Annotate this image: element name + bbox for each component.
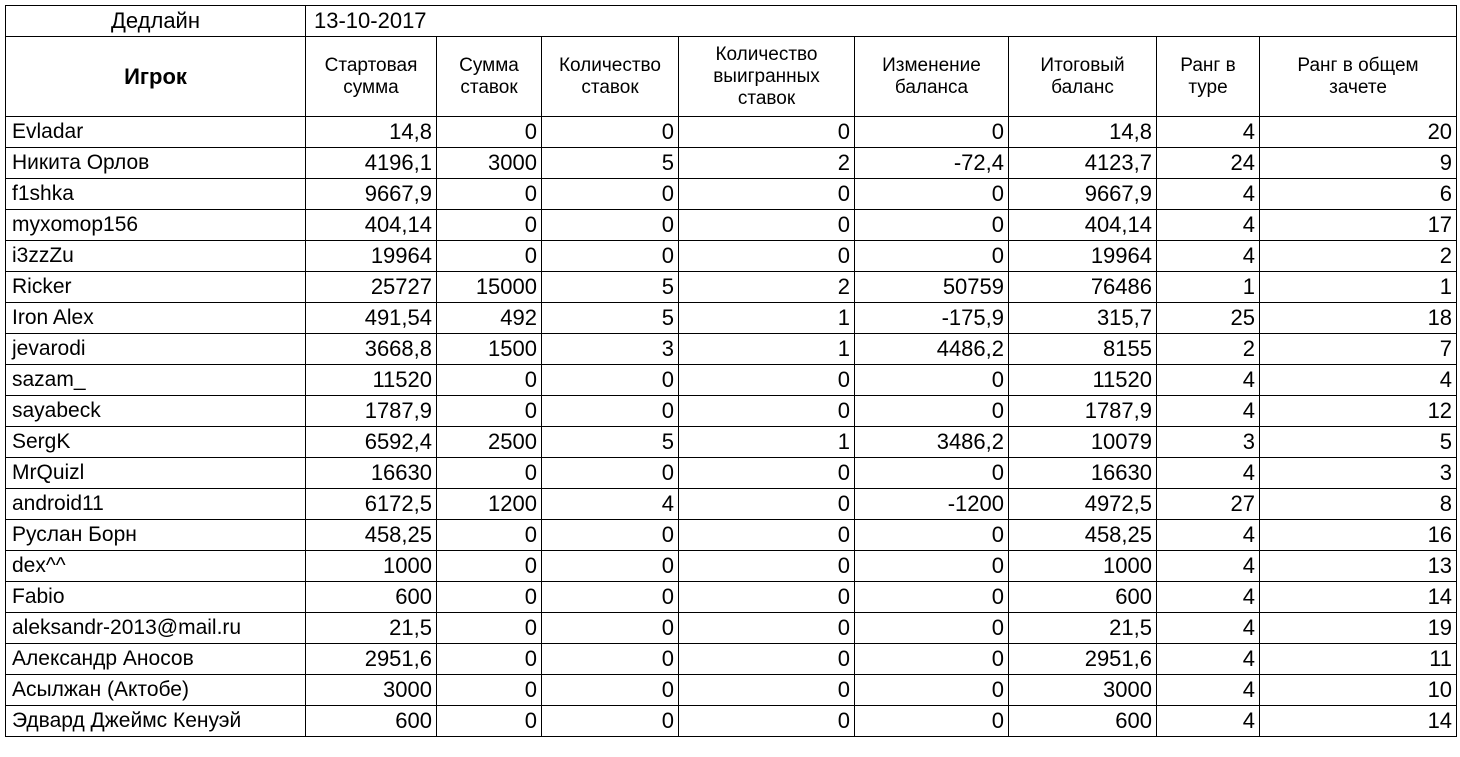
cell-final-balance: 10079 [1009,427,1157,458]
cell-player: sazam_ [6,365,306,396]
cell-bets-count: 0 [542,613,679,644]
cell-player: myxomop156 [6,210,306,241]
cell-final-balance: 21,5 [1009,613,1157,644]
cell-bets-sum: 1500 [437,334,542,365]
standings-table [5,5,1457,737]
cell-balance-change: 0 [855,396,1009,427]
cell-overall-rank: 14 [1260,582,1457,613]
cell-bets-won: 0 [679,179,855,210]
cell-tour-rank: 25 [1157,303,1260,334]
cell-final-balance: 315,7 [1009,303,1157,334]
table-row [6,427,1457,458]
cell-bets-won: 0 [679,675,855,706]
cell-player: jevarodi [6,334,306,365]
cell-player: SergK [6,427,306,458]
cell-tour-rank: 4 [1157,458,1260,489]
cell-start-sum: 16630 [306,458,437,489]
cell-start-sum: 1787,9 [306,396,437,427]
cell-bets-count: 5 [542,427,679,458]
cell-tour-rank: 4 [1157,179,1260,210]
table-row [6,365,1457,396]
cell-player: i3zzZu [6,241,306,272]
cell-start-sum: 11520 [306,365,437,396]
cell-bets-won: 0 [679,520,855,551]
cell-overall-rank: 6 [1260,179,1457,210]
cell-tour-rank: 3 [1157,427,1260,458]
cell-bets-count: 0 [542,396,679,427]
cell-bets-sum: 492 [437,303,542,334]
table-row [6,303,1457,334]
cell-bets-won: 0 [679,396,855,427]
cell-bets-sum: 0 [437,458,542,489]
cell-start-sum: 4196,1 [306,148,437,179]
table-row [6,241,1457,272]
cell-final-balance: 4972,5 [1009,489,1157,520]
cell-bets-count: 4 [542,489,679,520]
deadline-row [6,6,1457,37]
cell-start-sum: 491,54 [306,303,437,334]
cell-tour-rank: 4 [1157,551,1260,582]
cell-start-sum: 9667,9 [306,179,437,210]
cell-bets-count: 0 [542,117,679,148]
cell-bets-sum: 0 [437,613,542,644]
cell-tour-rank: 4 [1157,117,1260,148]
cell-bets-sum: 2500 [437,427,542,458]
cell-start-sum: 6592,4 [306,427,437,458]
cell-overall-rank: 3 [1260,458,1457,489]
cell-final-balance: 404,14 [1009,210,1157,241]
cell-bets-won: 2 [679,272,855,303]
table-row [6,272,1457,303]
header-start-sum: Стартовая сумма [306,37,437,117]
cell-final-balance: 2951,6 [1009,644,1157,675]
cell-balance-change: 0 [855,675,1009,706]
cell-bets-sum: 1200 [437,489,542,520]
cell-balance-change: 0 [855,210,1009,241]
header-balance-change: Изменение баланса [855,37,1009,117]
cell-bets-sum: 0 [437,210,542,241]
cell-balance-change: 0 [855,241,1009,272]
cell-start-sum: 600 [306,582,437,613]
cell-player: sayabeck [6,396,306,427]
cell-tour-rank: 4 [1157,365,1260,396]
cell-bets-won: 1 [679,427,855,458]
cell-player: Асылжан (Актобе) [6,675,306,706]
table-row [6,706,1457,737]
cell-balance-change: 0 [855,551,1009,582]
table-row [6,148,1457,179]
cell-tour-rank: 4 [1157,396,1260,427]
cell-final-balance: 19964 [1009,241,1157,272]
table-row [6,520,1457,551]
cell-overall-rank: 11 [1260,644,1457,675]
cell-final-balance: 1787,9 [1009,396,1157,427]
cell-balance-change: 0 [855,458,1009,489]
cell-final-balance: 4123,7 [1009,148,1157,179]
table-row [6,675,1457,706]
cell-balance-change: 0 [855,644,1009,675]
cell-start-sum: 25727 [306,272,437,303]
cell-start-sum: 2951,6 [306,644,437,675]
cell-overall-rank: 7 [1260,334,1457,365]
header-final-balance: Итоговый баланс [1009,37,1157,117]
cell-overall-rank: 5 [1260,427,1457,458]
cell-balance-change: -72,4 [855,148,1009,179]
cell-overall-rank: 10 [1260,675,1457,706]
cell-overall-rank: 12 [1260,396,1457,427]
table-row [6,582,1457,613]
cell-bets-sum: 0 [437,582,542,613]
cell-overall-rank: 1 [1260,272,1457,303]
cell-bets-won: 1 [679,303,855,334]
cell-bets-won: 0 [679,365,855,396]
cell-bets-count: 3 [542,334,679,365]
cell-final-balance: 1000 [1009,551,1157,582]
cell-bets-count: 0 [542,675,679,706]
cell-bets-won: 0 [679,489,855,520]
cell-bets-won: 0 [679,582,855,613]
cell-tour-rank: 24 [1157,148,1260,179]
header-row [6,37,1457,117]
cell-balance-change: 0 [855,365,1009,396]
cell-bets-sum: 0 [437,706,542,737]
cell-final-balance: 76486 [1009,272,1157,303]
table-row [6,489,1457,520]
header-bets-sum: Сумма ставок [437,37,542,117]
cell-final-balance: 3000 [1009,675,1157,706]
cell-bets-won: 0 [679,458,855,489]
table-row [6,644,1457,675]
cell-bets-sum: 0 [437,179,542,210]
cell-player: Fabio [6,582,306,613]
cell-start-sum: 600 [306,706,437,737]
table-row [6,396,1457,427]
header-overall-rank: Ранг в общем зачете [1260,37,1457,117]
cell-balance-change: 0 [855,613,1009,644]
header-tour-rank: Ранг в туре [1157,37,1260,117]
cell-overall-rank: 19 [1260,613,1457,644]
cell-balance-change: -1200 [855,489,1009,520]
cell-final-balance: 11520 [1009,365,1157,396]
cell-balance-change: 0 [855,117,1009,148]
cell-overall-rank: 4 [1260,365,1457,396]
cell-overall-rank: 13 [1260,551,1457,582]
cell-balance-change: 4486,2 [855,334,1009,365]
cell-bets-count: 0 [542,582,679,613]
cell-tour-rank: 4 [1157,644,1260,675]
cell-tour-rank: 4 [1157,582,1260,613]
cell-player: Александр Аносов [6,644,306,675]
cell-balance-change: 3486,2 [855,427,1009,458]
cell-bets-count: 0 [542,241,679,272]
cell-final-balance: 600 [1009,582,1157,613]
cell-player: MrQuizl [6,458,306,489]
cell-player: Никита Орлов [6,148,306,179]
cell-tour-rank: 1 [1157,272,1260,303]
table-row [6,210,1457,241]
cell-final-balance: 8155 [1009,334,1157,365]
cell-tour-rank: 4 [1157,613,1260,644]
cell-bets-sum: 0 [437,117,542,148]
cell-start-sum: 3668,8 [306,334,437,365]
cell-player: Руслан Борн [6,520,306,551]
cell-overall-rank: 2 [1260,241,1457,272]
cell-bets-sum: 0 [437,520,542,551]
cell-tour-rank: 27 [1157,489,1260,520]
cell-overall-rank: 8 [1260,489,1457,520]
cell-bets-count: 0 [542,179,679,210]
header-player: Игрок [6,37,306,117]
table-row [6,117,1457,148]
cell-bets-count: 0 [542,706,679,737]
cell-bets-won: 0 [679,241,855,272]
cell-bets-won: 0 [679,706,855,737]
cell-bets-won: 0 [679,210,855,241]
cell-start-sum: 458,25 [306,520,437,551]
cell-start-sum: 3000 [306,675,437,706]
table-row [6,551,1457,582]
cell-player: f1shka [6,179,306,210]
cell-balance-change: 0 [855,582,1009,613]
cell-tour-rank: 4 [1157,706,1260,737]
cell-player: Эдвард Джеймс Кенуэй [6,706,306,737]
cell-start-sum: 6172,5 [306,489,437,520]
cell-bets-count: 5 [542,303,679,334]
cell-overall-rank: 20 [1260,117,1457,148]
cell-bets-sum: 0 [437,551,542,582]
cell-bets-count: 0 [542,210,679,241]
cell-bets-sum: 0 [437,644,542,675]
cell-tour-rank: 4 [1157,675,1260,706]
cell-bets-count: 5 [542,148,679,179]
cell-overall-rank: 14 [1260,706,1457,737]
deadline-value: 13-10-2017 [306,6,1457,37]
cell-player: dex^^ [6,551,306,582]
cell-bets-count: 5 [542,272,679,303]
deadline-label: Дедлайн [6,6,306,37]
cell-tour-rank: 4 [1157,210,1260,241]
cell-bets-won: 0 [679,644,855,675]
cell-start-sum: 1000 [306,551,437,582]
cell-final-balance: 458,25 [1009,520,1157,551]
header-bets-won: Количество выигранных ставок [679,37,855,117]
cell-bets-won: 0 [679,117,855,148]
cell-bets-sum: 3000 [437,148,542,179]
cell-final-balance: 9667,9 [1009,179,1157,210]
cell-player: Ricker [6,272,306,303]
cell-balance-change: 0 [855,706,1009,737]
cell-overall-rank: 17 [1260,210,1457,241]
cell-bets-count: 0 [542,551,679,582]
cell-bets-sum: 0 [437,365,542,396]
table-row [6,334,1457,365]
cell-balance-change: -175,9 [855,303,1009,334]
cell-tour-rank: 4 [1157,241,1260,272]
cell-overall-rank: 18 [1260,303,1457,334]
cell-bets-won: 0 [679,551,855,582]
cell-bets-won: 1 [679,334,855,365]
cell-overall-rank: 16 [1260,520,1457,551]
table-row [6,458,1457,489]
cell-bets-sum: 0 [437,241,542,272]
cell-balance-change: 50759 [855,272,1009,303]
table-row [6,613,1457,644]
cell-player: Iron Alex [6,303,306,334]
cell-start-sum: 404,14 [306,210,437,241]
cell-final-balance: 16630 [1009,458,1157,489]
cell-bets-count: 0 [542,644,679,675]
cell-start-sum: 14,8 [306,117,437,148]
cell-bets-sum: 0 [437,396,542,427]
cell-bets-count: 0 [542,458,679,489]
cell-tour-rank: 2 [1157,334,1260,365]
header-bets-count: Количество ставок [542,37,679,117]
cell-bets-count: 0 [542,365,679,396]
table-row [6,179,1457,210]
cell-balance-change: 0 [855,179,1009,210]
cell-bets-sum: 15000 [437,272,542,303]
cell-player: Evladar [6,117,306,148]
cell-bets-sum: 0 [437,675,542,706]
cell-start-sum: 19964 [306,241,437,272]
cell-final-balance: 14,8 [1009,117,1157,148]
cell-bets-won: 2 [679,148,855,179]
cell-player: android11 [6,489,306,520]
cell-start-sum: 21,5 [306,613,437,644]
cell-overall-rank: 9 [1260,148,1457,179]
cell-player: aleksandr-2013@mail.ru [6,613,306,644]
cell-tour-rank: 4 [1157,520,1260,551]
cell-bets-count: 0 [542,520,679,551]
cell-bets-won: 0 [679,613,855,644]
cell-balance-change: 0 [855,520,1009,551]
cell-final-balance: 600 [1009,706,1157,737]
